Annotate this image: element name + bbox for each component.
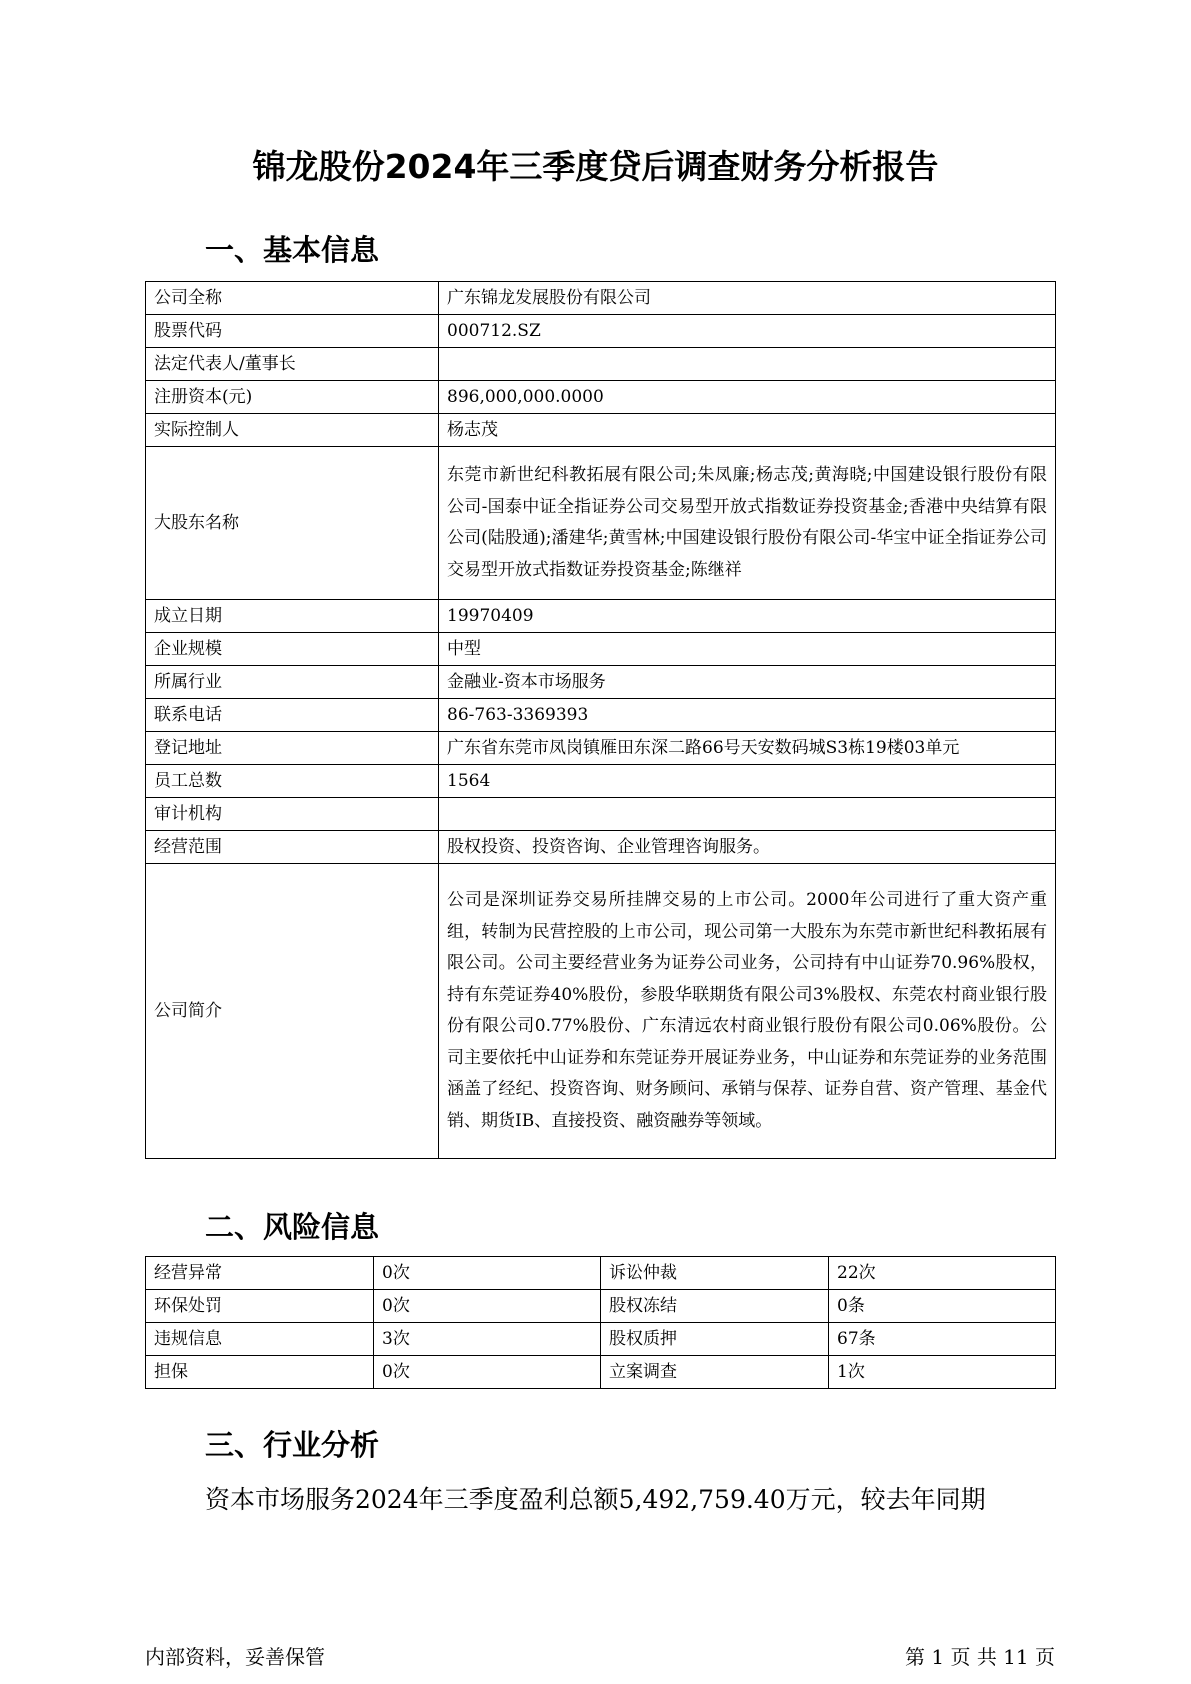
table-row: [146, 447, 1056, 600]
field-value: 86-763-3369393: [439, 699, 1056, 732]
field-label: 法定代表人/董事长: [146, 348, 439, 381]
field-label: 所属行业: [146, 666, 439, 699]
risk-label: 股权质押: [601, 1323, 829, 1356]
field-value: [439, 348, 1056, 381]
basic-info-table: [145, 281, 1056, 1159]
table-row: [146, 1356, 1056, 1389]
field-label: 经营范围: [146, 831, 439, 864]
field-value: 东莞市新世纪科教拓展有限公司;朱凤廉;杨志茂;黄海晓;中国建设银行股份有限公司-国泰中证全指证券公司交易型开放式指数证券投资基金;香港中央结算有限公司(陆股通);潘建华;黄雪林;中国建设银行股份有限公司-华宝中证全指证券公司交易型开放式指数证券投资基金;陈继祥: [439, 447, 1056, 600]
field-label: 审计机构: [146, 798, 439, 831]
risk-label: 担保: [146, 1356, 374, 1389]
field-label: 注册资本(元): [146, 381, 439, 414]
field-label: 大股东名称: [146, 447, 439, 600]
table-row: [146, 348, 1056, 381]
table-row: [146, 1290, 1056, 1323]
industry-paragraph: 资本市场服务2024年三季度盈利总额5,492,759.40万元，较去年同期: [205, 1485, 986, 1514]
table-row: [146, 1323, 1056, 1356]
risk-label: 股权冻结: [601, 1290, 829, 1323]
section-heading-industry: 三、行业分析: [205, 1428, 380, 1462]
field-label: 实际控制人: [146, 414, 439, 447]
field-value: 000712.SZ: [439, 315, 1056, 348]
field-value: 公司是深圳证券交易所挂牌交易的上市公司。2000年公司进行了重大资产重组，转制为民营控股的上市公司，现公司第一大股东为东莞市新世纪科教拓展有限公司。公司主要经营业务为证券公司业务，公司持有中山证券70.96%股权，持有东莞证券40%股份，参股华联期货有限公司3%股权、东莞农村商业银行股份有限公司0.77%股份、广东清远农村商业银行股份有限公司0.06%股份。公司主要依托中山证券和东莞证券开展证券业务，中山证券和东莞证券的业务范围涵盖了经纪、投资咨询、财务顾问、承销与保荐、证券自营、资产管理、基金代销、期货IB、直接投资、融资融券等领域。: [439, 864, 1056, 1159]
table-row: [146, 699, 1056, 732]
table-row: [146, 798, 1056, 831]
table-row: [146, 600, 1056, 633]
table-row: [146, 414, 1056, 447]
table-row: [146, 765, 1056, 798]
risk-value: 22次: [829, 1257, 1056, 1290]
risk-label: 环保处罚: [146, 1290, 374, 1323]
field-value: 896,000,000.0000: [439, 381, 1056, 414]
table-row: [146, 633, 1056, 666]
risk-value: 1次: [829, 1356, 1056, 1389]
table-row: [146, 315, 1056, 348]
table-row: [146, 282, 1056, 315]
table-row: [146, 864, 1056, 1159]
table-row: [146, 381, 1056, 414]
risk-value: 0条: [829, 1290, 1056, 1323]
report-title: 锦龙股份2024年三季度贷后调查财务分析报告: [252, 147, 939, 186]
field-label: 企业规模: [146, 633, 439, 666]
field-label: 联系电话: [146, 699, 439, 732]
field-value: 股权投资、投资咨询、企业管理咨询服务。: [439, 831, 1056, 864]
footer-confidential-note: 内部资料，妥善保管: [145, 1645, 325, 1669]
risk-value: 0次: [374, 1290, 601, 1323]
risk-info-table: [145, 1256, 1056, 1389]
table-row: [146, 1257, 1056, 1290]
section-heading-risk-info: 二、风险信息: [205, 1210, 380, 1244]
risk-value: 3次: [374, 1323, 601, 1356]
field-label: 公司简介: [146, 864, 439, 1159]
field-value: 1564: [439, 765, 1056, 798]
field-label: 成立日期: [146, 600, 439, 633]
table-row: [146, 831, 1056, 864]
field-label: 股票代码: [146, 315, 439, 348]
field-label: 登记地址: [146, 732, 439, 765]
field-value: 19970409: [439, 600, 1056, 633]
field-value: 广东省东莞市凤岗镇雁田东深二路66号天安数码城S3栋19楼03单元: [439, 732, 1056, 765]
field-label: 员工总数: [146, 765, 439, 798]
field-value: 杨志茂: [439, 414, 1056, 447]
field-label: 公司全称: [146, 282, 439, 315]
risk-label: 经营异常: [146, 1257, 374, 1290]
field-value: 金融业-资本市场服务: [439, 666, 1056, 699]
table-row: [146, 666, 1056, 699]
risk-label: 违规信息: [146, 1323, 374, 1356]
risk-label: 立案调查: [601, 1356, 829, 1389]
page-number: 第 1 页 共 11 页: [905, 1645, 1055, 1669]
section-heading-basic-info: 一、基本信息: [205, 233, 380, 267]
table-row: [146, 732, 1056, 765]
risk-value: 0次: [374, 1257, 601, 1290]
risk-label: 诉讼仲裁: [601, 1257, 829, 1290]
risk-value: 67条: [829, 1323, 1056, 1356]
risk-value: 0次: [374, 1356, 601, 1389]
field-value: 中型: [439, 633, 1056, 666]
field-value: 广东锦龙发展股份有限公司: [439, 282, 1056, 315]
field-value: [439, 798, 1056, 831]
